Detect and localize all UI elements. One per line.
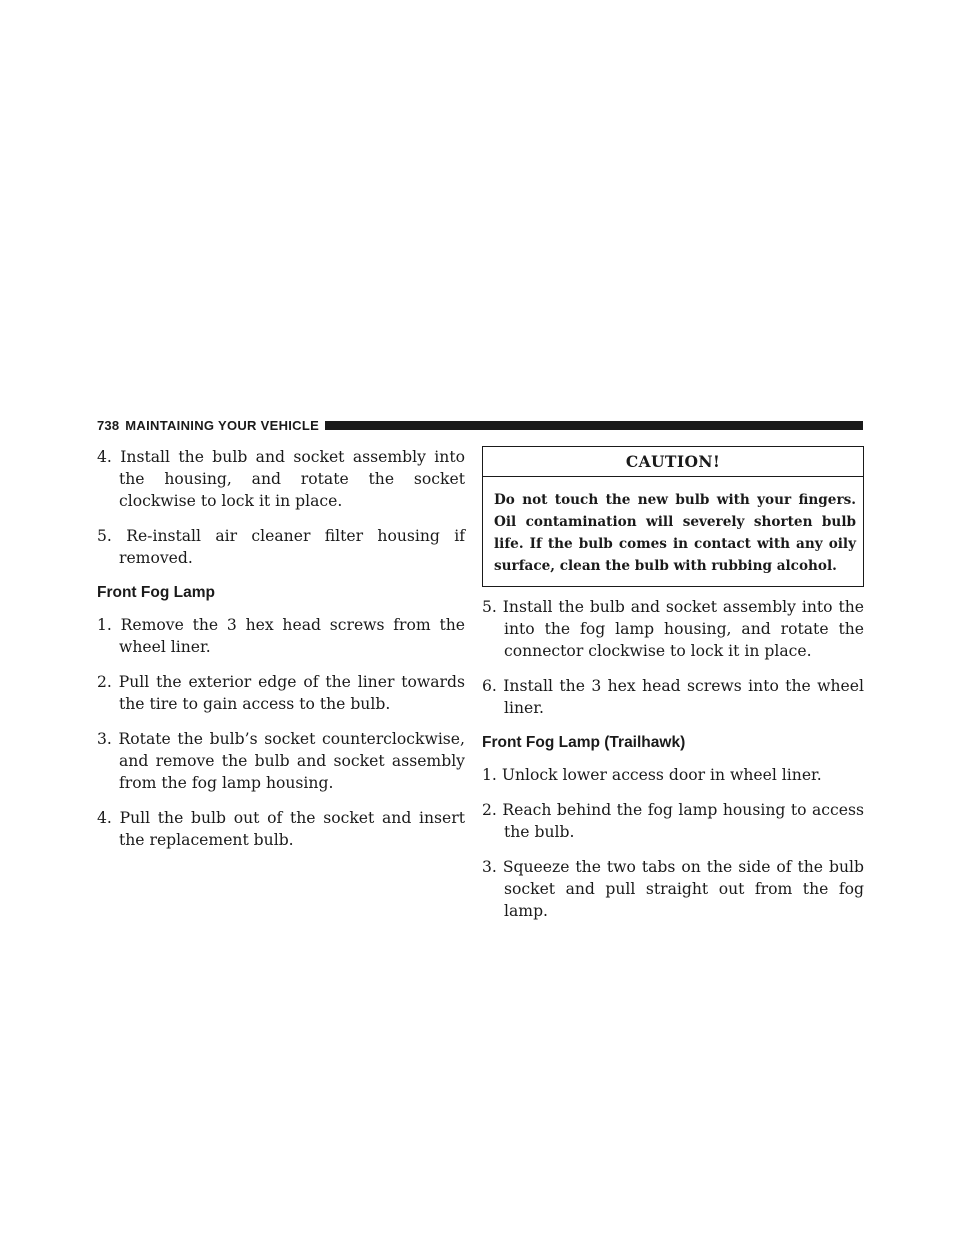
right-column [482,446,864,935]
section-title: MAINTAINING YOUR VEHICLE [125,417,320,433]
left-column [97,446,465,864]
step-4-install-bulb-housing: 4. Install the bulb and socket assembly into the housing, and rotate the socket clockwise to lock it in place. [97,448,465,510]
caution-text: Do not touch the new bulb with your fingers. Oil contamination will severely shorten bulb life. If the bulb comes in contact with any oily surface, clean the bulb with rubbing alcohol. [494,492,856,574]
fog-step-6: 6. Install the 3 hex head screws into the wheel liner. [482,677,864,717]
step-5-reinstall-air-cleaner: 5. Re-install air cleaner filter housing if removed. [97,527,465,567]
fog-step-2: 2. Pull the exterior edge of the liner towards the tire to gain access to the bulb. [97,673,465,713]
trailhawk-step-2: 2. Reach behind the fog lamp housing to access the bulb. [482,801,864,841]
header-rule [325,421,863,430]
fog-step-5: 5. Install the bulb and socket assembly into the into the fog lamp housing, and rotate the connector clockwise to lock it in place. [482,598,864,660]
page-number: 738 [97,417,120,433]
trailhawk-step-3: 3. Squeeze the two tabs on the side of the bulb socket and pull straight out from the fog lamp. [482,858,864,920]
trailhawk-step-1: 1. Unlock lower access door in wheel liner. [482,766,822,784]
caution-box [482,446,864,587]
fog-step-4: 4. Pull the bulb out of the socket and insert the replacement bulb. [97,809,465,849]
page-header [97,417,863,433]
caution-title: CAUTION! [483,447,863,477]
heading-front-fog-lamp: Front Fog Lamp [97,584,215,601]
fog-step-3: 3. Rotate the bulb’s socket counterclockwise, and remove the bulb and socket assembly from the fog lamp housing. [97,730,465,792]
heading-front-fog-lamp-trailhawk: Front Fog Lamp (Trailhawk) [482,734,686,751]
fog-step-1: 1. Remove the 3 hex head screws from the wheel liner. [97,616,465,656]
